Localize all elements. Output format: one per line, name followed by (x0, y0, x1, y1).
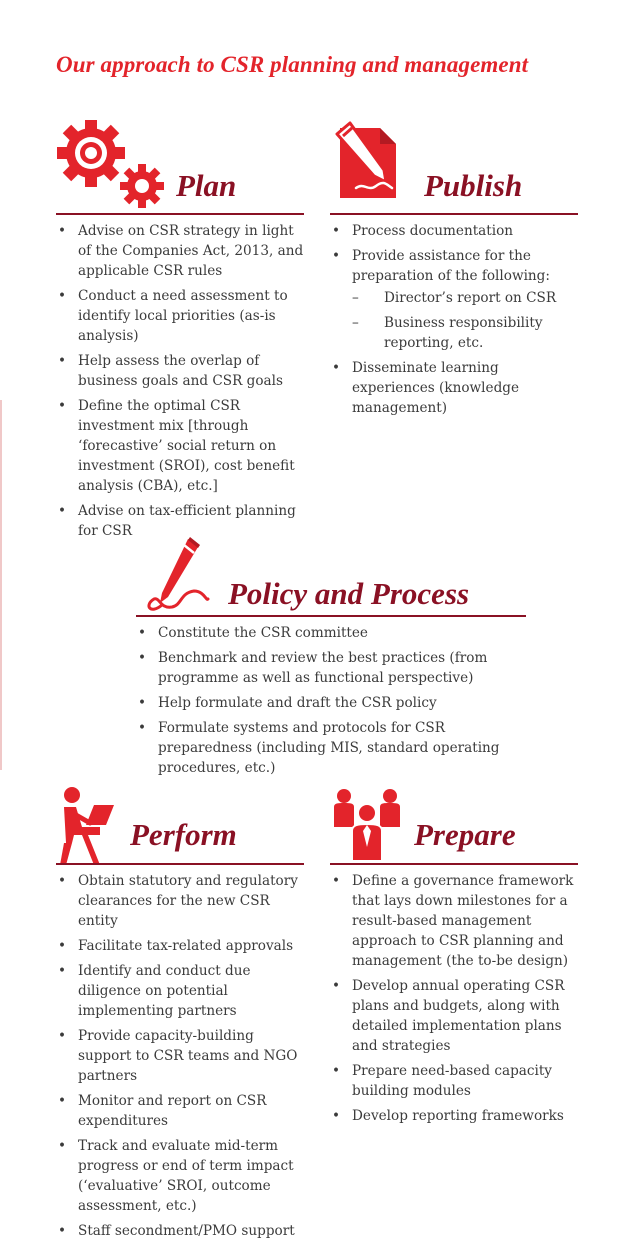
list-item: • Advise on CSR strategy in light of the Companies Act, 2013, and applicable CSR rules (56, 221, 304, 281)
plan-divider (56, 213, 304, 215)
person-laptop-icon (56, 785, 116, 869)
list-item: • Provide capacity-building support to CSR teams and NGO partners (56, 1026, 304, 1086)
perform-list (56, 871, 304, 1246)
list-item-text: Provide assistance for the preparation of the following: (352, 248, 550, 284)
publish-divider (330, 213, 578, 215)
list-item: • Define a governance framework that lays down milestones for a result-based management approach to CSR planning and management (the to-be design) (330, 871, 578, 971)
plan-title: Plan (176, 168, 237, 203)
list-item: • Facilitate tax-related approvals (56, 936, 304, 956)
list-item: • Advise on tax-efficient planning for CSR (56, 501, 304, 541)
perform-title: Perform (130, 817, 237, 852)
list-item: • Identify and conduct due diligence on potential implementing partners (56, 961, 304, 1021)
list-item: • Monitor and report on CSR expenditures (56, 1091, 304, 1131)
page-title: Our approach to CSR planning and management (56, 52, 529, 77)
page-edge-line (0, 400, 2, 770)
publish-list (330, 221, 578, 423)
list-item: • Benchmark and review the best practices (from programme as well as functional perspective) (136, 648, 526, 688)
list-item: • Help assess the overlap of business goals and CSR goals (56, 351, 304, 391)
list-item: • Constitute the CSR committee (136, 623, 526, 643)
prepare-title: Prepare (414, 817, 516, 852)
list-item: • Staff secondment/PMO support (56, 1221, 304, 1241)
team-people-icon (330, 787, 404, 863)
perform-divider (56, 863, 304, 865)
gears-icon (56, 120, 164, 210)
publish-title: Publish (424, 168, 523, 203)
list-item: • Track and evaluate mid-term progress or end of term impact (‘evaluative’ SROI, outcome assessment, etc.) (56, 1136, 304, 1216)
policy-title: Policy and Process (228, 576, 470, 611)
section-prepare (330, 785, 578, 1125)
section-publish (330, 118, 578, 418)
publish-sublist (352, 288, 578, 353)
list-item: • Develop reporting frameworks (330, 1106, 578, 1126)
prepare-list (330, 871, 578, 1131)
list-item: • Develop annual operating CSR plans and budgets, along with detailed implementation plans and strategies (330, 976, 578, 1056)
list-item: • Obtain statutory and regulatory clearances for the new CSR entity (56, 871, 304, 931)
list-item: • Prepare need-based capacity building modules (330, 1061, 578, 1101)
list-item: • Process documentation (330, 221, 578, 241)
prepare-divider (330, 863, 578, 865)
list-item: • Define the optimal CSR investment mix [through ‘forecastive’ social return on investment (SROI), cost benefit analysis (CBA), etc.] (56, 396, 304, 496)
policy-list (136, 623, 526, 783)
list-item (330, 246, 578, 353)
policy-divider (136, 615, 526, 617)
list-item: • Conduct a need assessment to identify local priorities (as-is analysis) (56, 286, 304, 346)
document-pen-icon (334, 118, 412, 204)
list-item: • Help formulate and draft the CSR policy (136, 693, 526, 713)
list-item: • Disseminate learning experiences (knowledge management) (330, 358, 578, 418)
sub-list-item: – Business responsibility reporting, etc. (352, 313, 578, 353)
list-item: • Formulate systems and protocols for CSR preparedness (including MIS, standard operating procedures, etc.) (136, 718, 526, 778)
section-perform (56, 785, 304, 1239)
section-policy (136, 535, 526, 776)
plan-list (56, 221, 304, 546)
section-plan (56, 118, 304, 539)
sub-list-item: – Director’s report on CSR (352, 288, 578, 308)
